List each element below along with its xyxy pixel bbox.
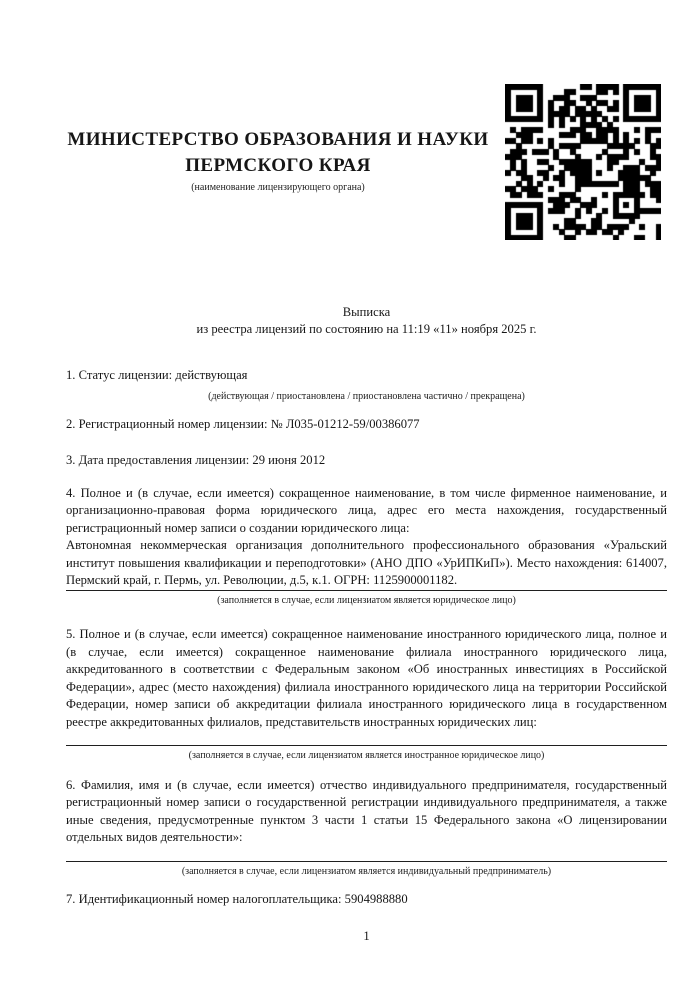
ministry-header <box>0 127 556 193</box>
item-5-text: 5. Полное и (в случае, если имеется) сокращенное наименование иностранного юридического лица, полное и (в случае, если имеется) сокращенное наименование филиала иностранного юридического лица, аккредитованного в соответствии с Федеральным законом «Об иностранных инвестициях в Российской Федерации», адрес (место нахождения) филиала иностранного юридического лица на территории Российской Федерации, номер записи об аккредитации филиала иностранного юридического лица в государственном реестре аккредитованных филиалов, представительств иностранных юридических лиц: <box>66 627 667 729</box>
item-5-foreign-entity-info <box>66 626 667 761</box>
item-7-taxpayer-number <box>66 891 667 908</box>
item-4-caption: (заполняется в случае, если лицензиатом является юридическое лицо) <box>217 595 516 607</box>
item-1-caption: (действующая / приостановлена / приостановлена частично / прекращена) <box>208 391 525 403</box>
item-4-value: Автономная некоммерческая организация дополнительного профессионального образования «Уральский институт повышения квалификации и переподготовки» (АНО ДПО «УрИПКиП»). Место нахождения: 614007, Пермский край, г. Пермь, ул. Революции, д.5, к.1. ОГРН: 1125900001182. <box>66 538 667 588</box>
item-3-grant-date <box>66 452 667 469</box>
item-2-registration-number <box>66 416 667 433</box>
document-title <box>66 304 667 339</box>
document-title-line1: Выписка <box>342 305 391 319</box>
item-3-text: 3. Дата предоставления лицензии: 29 июня 2012 <box>66 452 326 467</box>
ministry-name-line1: МИНИСТЕРСТВО ОБРАЗОВАНИЯ И НАУКИ <box>67 129 489 150</box>
item-7-text: 7. Идентификационный номер налогоплательщика: 5904988880 <box>66 891 408 906</box>
document-body <box>66 304 667 908</box>
item-4-text: 4. Полное и (в случае, если имеется) сокращенное наименование, в том числе фирменное наименование, и организационно-правовая форма юридического лица, адрес его места нахождения, государственный регистрационный номер записи о создании юридического лица: <box>66 486 667 535</box>
item-4-legal-entity-info <box>66 485 667 607</box>
item-6-caption: (заполняется в случае, если лицензиатом является индивидуальный предприниматель) <box>181 865 552 877</box>
item-6-text: 6. Фамилия, имя и (в случае, если имеется) отчество индивидуального предпринимателя, государственный регистрационный номер записи о государственной регистрации индивидуального предпринимателя, а также иные сведения, предусмотренные пунктом 3 части 1 статьи 15 Федерального закона «О лицензировании отдельных видов деятельности»: <box>66 777 667 845</box>
ministry-name-line2: ПЕРМСКОГО КРАЯ <box>185 155 371 176</box>
item-5-caption: (заполняется в случае, если лицензиатом является иностранное юридическое лицо) <box>188 749 545 761</box>
fill-in-line <box>66 745 667 746</box>
item-6-individual-entrepreneur-info <box>66 777 667 878</box>
item-5-empty-value <box>66 731 667 745</box>
fill-in-line <box>66 590 667 591</box>
item-2-text: 2. Регистрационный номер лицензии: № Л035-01212-59/00386077 <box>66 417 420 432</box>
page-number: 1 <box>363 929 370 943</box>
document-title-line2: из реестра лицензий по состоянию на 11:19 «11» ноября 2025 г. <box>196 322 537 337</box>
ministry-subtitle: (наименование лицензирующего органа) <box>191 182 365 193</box>
item-1-text: 1. Статус лицензии: действующая <box>66 367 248 382</box>
fill-in-line <box>66 861 667 862</box>
item-6-empty-value <box>66 847 667 861</box>
item-1-license-status <box>66 367 667 403</box>
